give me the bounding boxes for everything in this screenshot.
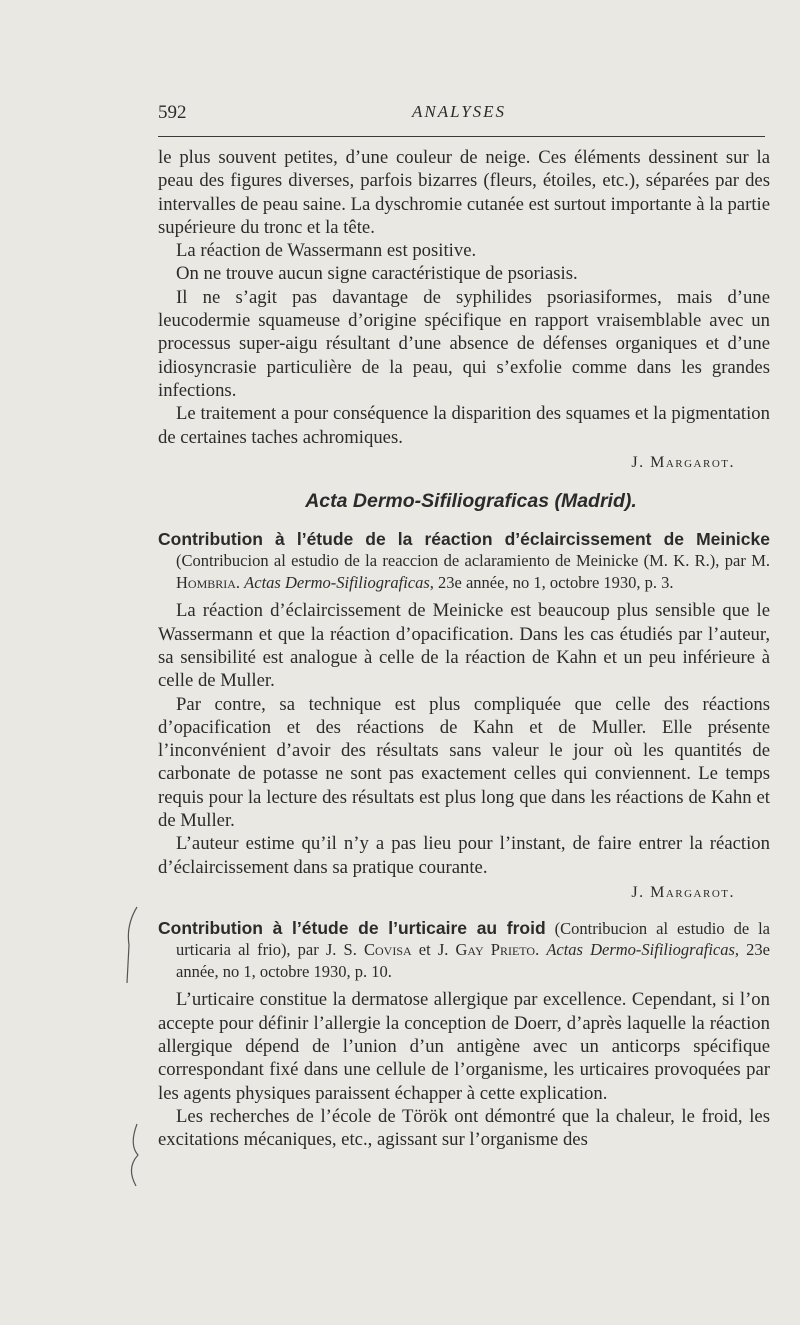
paragraph: La réaction de Wassermann est positive. <box>176 240 477 262</box>
paragraph: Les recherches de l’école de Török ont démontré que la chaleur, le froid, les excitations mécaniques, etc., agissant sur l’organisme des <box>158 1105 770 1151</box>
header-rule <box>158 136 765 137</box>
paragraph: On ne trouve aucun signe caractéristique de psoriasis. <box>176 263 578 285</box>
author-name: Covisa <box>363 940 412 960</box>
reference-text: (Contribucion al estudio de la urticaria al frio), par J. S. <box>176 918 770 960</box>
page-body <box>158 146 770 1152</box>
paragraph: L’auteur estime qu’il n’y a pas lieu pour l’instant, de faire entrer la réaction d’éclaircissement dans sa pratique courante. <box>158 833 770 878</box>
margin-bracket-mark <box>123 1120 141 1190</box>
reference-text: . <box>235 572 245 592</box>
article-title: Contribution à l’étude de l’urticaire au froid <box>158 917 546 938</box>
paragraph: Par contre, sa technique est plus compliquée que celle des réactions d’opacification et des réactions de Kahn et de Muller. Elle présente l’inconvénient d’avoir des résultats sans valeur le jour où les quantités de carbonate de potasse ne sont pas exactement celles qui conviennent. Le temps requis pour la lecture des résultats est plus long que dans les réactions de Kahn et de Muller. <box>158 693 770 832</box>
paragraph: L’urticaire constitue la dermatose allergique par excellence. Cependant, si l’on accepte pour définir l’allergie la conception de Doerr, d’après laquelle la réaction allergique dépend de l’union d’un antigène avec un anticorps spécifique correspondant fixé dans une cellule de l’organisme, les urticaires provoquées par les agents physiques paraissent échapper à cette explication. <box>158 989 770 1104</box>
journal-name: Actas Dermo-Sifiliograficas <box>244 572 430 592</box>
paragraph: Le traitement a pour conséquence la disparition des squames et la pigmentation de certaines taches achromiques. <box>158 403 770 448</box>
section-title: Acta Dermo-Sifiliograficas (Madrid). <box>305 489 637 512</box>
paragraph: Il ne s’agit pas davantage de syphilides psoriasiformes, mais d’une leucodermie squameuse d’origine spécifique en rapport vraisemblable avec un processus super-aigu résultant d’une absence de défenses organiques et d’une idiosyncrasie particulière de la peau, qui s’exfolie comme dans les grandes infections. <box>158 286 770 401</box>
margin-bracket-mark <box>123 905 141 985</box>
signature: J. Margarot. <box>631 453 735 471</box>
reference-text: , 23e année, no 1, octobre 1930, p. 3. <box>429 572 674 592</box>
paragraph: La réaction d’éclaircissement de Meinicke est beaucoup plus sensible que le Wassermann et que la réaction d’opacification. Dans les cas étudiés par l’auteur, sa sensibilité est analogue à celle de la réaction de Kahn et un peu inférieure à celle de Muller. <box>158 600 770 692</box>
article-reference <box>158 529 770 594</box>
author-name: Gay Prieto <box>455 940 536 960</box>
journal-name: Actas Dermo-Sifiliograficas <box>546 940 735 960</box>
paragraph: le plus souvent petites, d’une couleur de neige. Ces éléments dessinent sur la peau des figures diverses, parfois bizarres (fleurs, étoiles, etc.), séparées par des intervalles de peau saine. La dyschromie cutanée est surtout importante à la partie supérieure du tronc et la tête. <box>158 147 770 238</box>
reference-text: . <box>535 940 547 960</box>
author-name: Hombria <box>176 572 236 592</box>
article-title: Contribution à l’étude de la réaction d’éclaircissement de Meinicke <box>158 528 770 549</box>
page-number: 592 <box>158 102 187 123</box>
page-header <box>158 102 760 130</box>
reference-text: (Contribucion al estudio de la reaccion de aclaramiento de Meinicke (M. K. R.), par M. <box>176 551 770 571</box>
signature: J. Margarot. <box>631 883 735 901</box>
reference-text: et J. <box>411 940 456 960</box>
article-reference <box>158 918 770 983</box>
reference-text: , 23e année, no 1, octobre 1930, p. 10. <box>176 940 770 981</box>
running-title: ANALYSES <box>411 102 507 121</box>
